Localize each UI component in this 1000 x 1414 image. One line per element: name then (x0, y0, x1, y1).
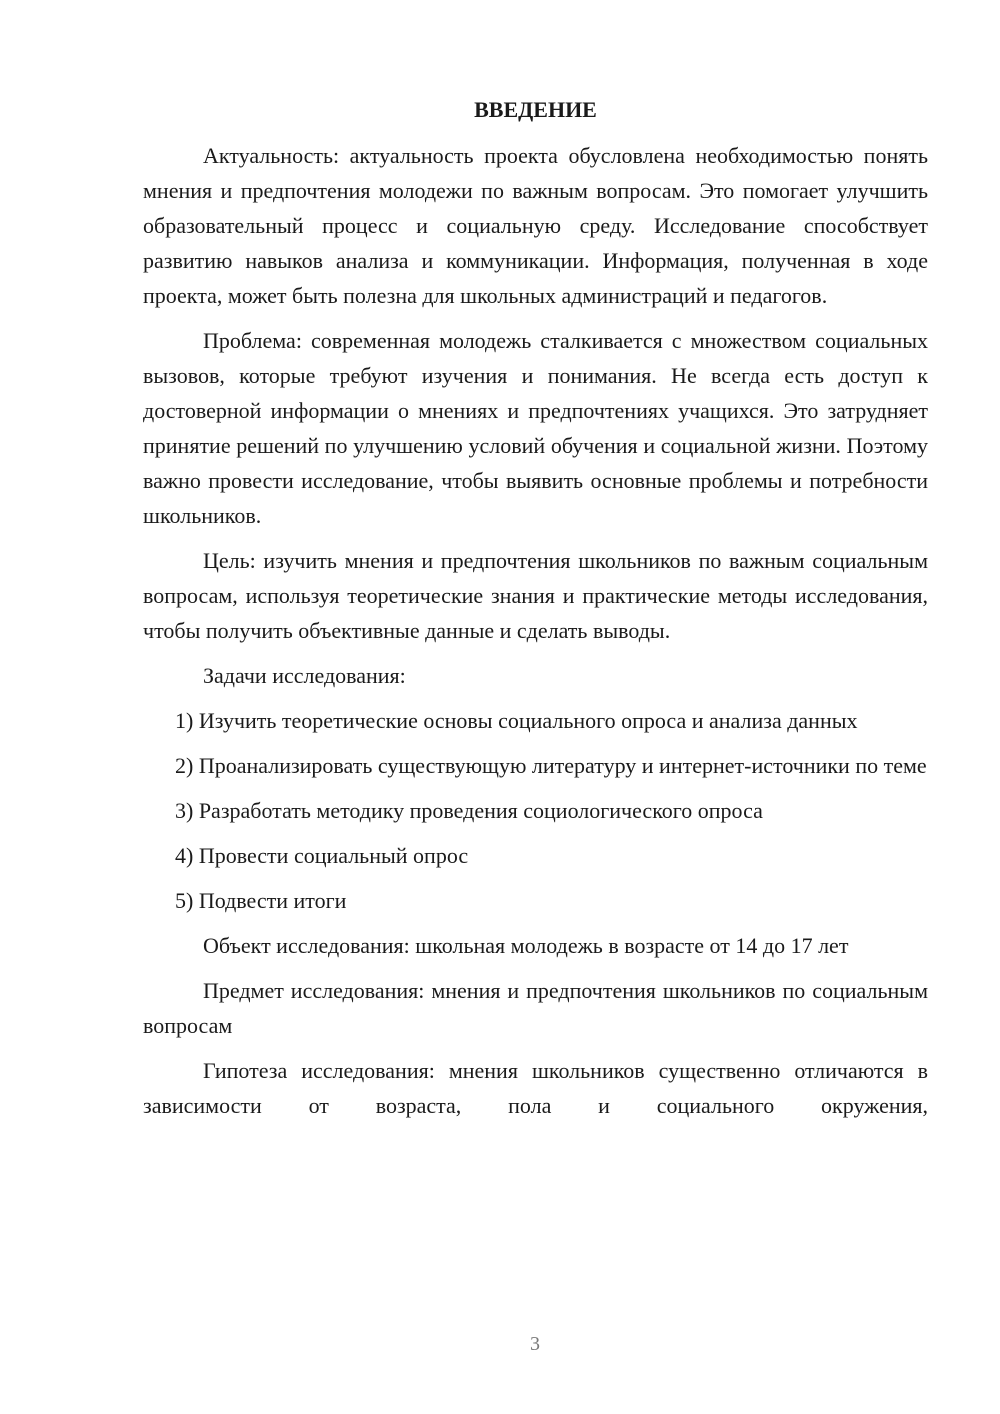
paragraph-object: Объект исследования: школьная молодежь в возрасте от 14 до 17 лет (203, 933, 849, 958)
task-item-3: 3) Разработать методику проведения социологического опроса (175, 798, 763, 823)
tasks-heading: Задачи исследования: (203, 663, 406, 688)
paragraph-hypothesis: Гипотеза исследования: мнения школьников существенно отличаются в зависимости от возраста, пола и социального окружения, (143, 1058, 928, 1118)
paragraph-relevance: Актуальность: актуальность проекта обусловлена необходимостью понять мнения и предпочтения молодежи по важным вопросам. Это помогает улучшить образовательный процесс и социальную среду. Исследование способствует развитию навыков анализа и коммуникации. Информация, полученная в ходе проекта, может быть полезна для школьных администраций и педагогов. (143, 143, 928, 308)
paragraph-subject: Предмет исследования: мнения и предпочтения школьников по социальным вопросам (143, 978, 928, 1038)
paragraph-goal: Цель: изучить мнения и предпочтения школьников по важным социальным вопросам, используя теоретические знания и практические методы исследования, чтобы получить объективные данные и сделать выводы. (143, 548, 928, 643)
paragraph-problem: Проблема: современная молодежь сталкивается с множеством социальных вызовов, которые требуют изучения и понимания. Не всегда есть доступ к достоверной информации о мнениях и предпочтениях учащихся. Это затрудняет принятие решений по улучшению условий обучения и социальной жизни. Поэтому важно провести исследование, чтобы выявить основные проблемы и потребности школьников. (143, 328, 928, 528)
task-item-4: 4) Провести социальный опрос (175, 843, 469, 868)
document-page (143, 90, 928, 1133)
task-item-5: 5) Подвести итоги (175, 888, 347, 913)
task-item-1: 1) Изучить теоретические основы социального опроса и анализа данных (175, 708, 858, 733)
page-number: 3 (530, 1333, 540, 1355)
task-item-2: 2) Проанализировать существующую литературу и интернет-источники по теме (175, 753, 927, 778)
section-title: ВВЕДЕНИЕ (474, 97, 597, 122)
